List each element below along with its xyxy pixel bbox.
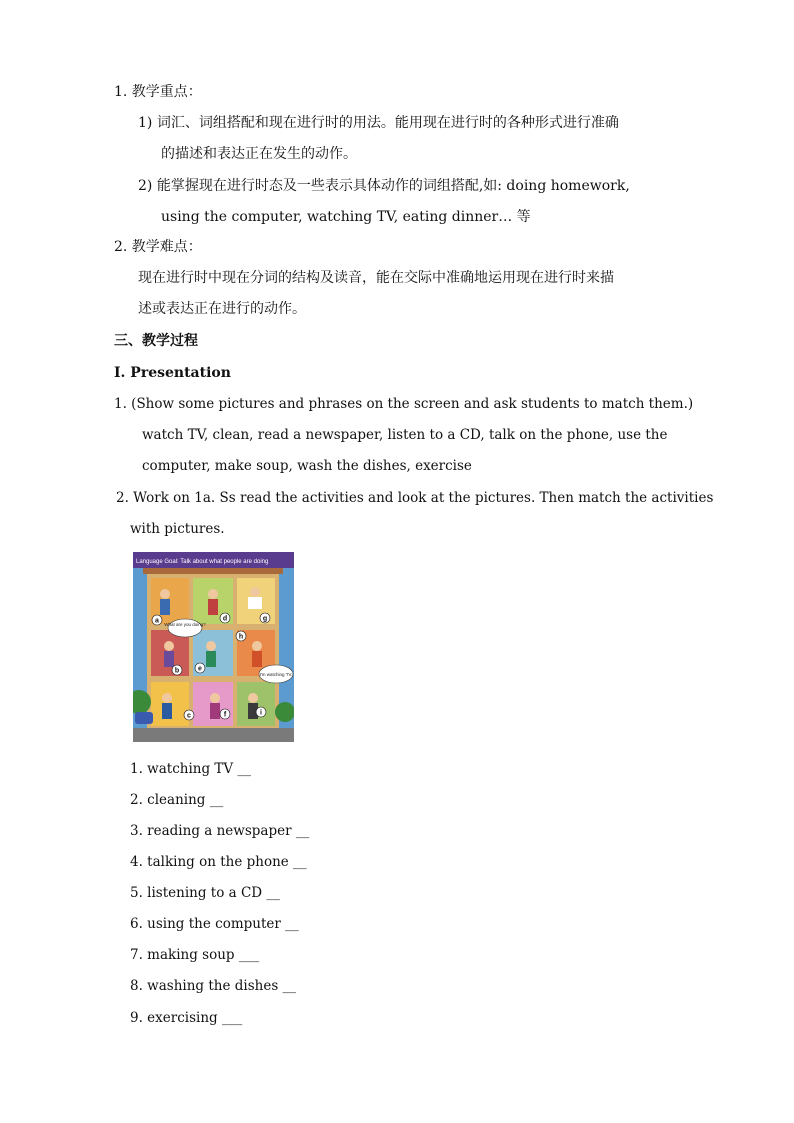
step1-line3: computer, make soup, wash the dishes, exercise: [142, 458, 472, 474]
focus-item1-line1: 1) 词汇、词组搭配和现在进行时的用法。能用现在进行时的各种形式进行准确: [138, 115, 619, 131]
label-b: b: [174, 667, 180, 675]
label-c: c: [187, 712, 191, 720]
building-scene: [133, 552, 294, 742]
activity-item-2: 2. cleaning __: [130, 792, 224, 808]
focus-item2-line1: 2) 能掌握现在进行时态及一些表示具体动作的词组搭配,如: doing homework,: [138, 178, 630, 194]
label-i: i: [260, 709, 262, 717]
step2-line1: 2. Work on 1a. Ss read the activities and look at the pictures. Then match the activities: [116, 490, 714, 506]
activity-item-7: 7. making soup ___: [130, 947, 260, 963]
label-g: g: [262, 615, 268, 623]
speech-bubble-answer: I'm watching TV.: [259, 672, 293, 677]
activity-item-9: 9. exercising ___: [130, 1010, 243, 1026]
difficulty-heading: 2. 教学难点：: [114, 239, 202, 255]
activity-item-4: 4. talking on the phone __: [130, 854, 307, 870]
difficulty-line2: 述或表达正在进行的动作。: [138, 301, 306, 317]
illustration-banner: Language Goal: Talk about what people are doing: [136, 559, 269, 565]
speech-bubble-question: What are you doing?: [164, 622, 206, 627]
label-e: e: [198, 665, 202, 673]
step1-line2: watch TV, clean, read a newspaper, listen to a CD, talk on the phone, use the: [142, 427, 668, 443]
activity-item-5: 5. listening to a CD __: [130, 885, 280, 901]
step1-line1: 1. (Show some pictures and phrases on the screen and ask students to match them.): [114, 396, 694, 412]
label-a: a: [155, 617, 159, 625]
presentation-title: I. Presentation: [114, 365, 231, 381]
focus-heading: 1. 教学重点：: [114, 84, 202, 100]
activity-illustration: [133, 552, 294, 742]
label-h: h: [238, 633, 244, 641]
focus-item2-line2: using the computer, watching TV, eating dinner… 等: [161, 209, 531, 225]
step2-line2: with pictures.: [130, 521, 225, 537]
activity-item-1: 1. watching TV __: [130, 761, 251, 777]
focus-item1-line2: 的描述和表达正在发生的动作。: [161, 146, 357, 162]
label-f: f: [223, 711, 227, 719]
label-d: d: [222, 615, 228, 623]
section-title: 三、教学过程: [114, 333, 198, 349]
activity-item-3: 3. reading a newspaper __: [130, 823, 310, 839]
activity-item-8: 8. washing the dishes __: [130, 978, 297, 994]
difficulty-line1: 现在进行时中现在分词的结构及读音，能在交际中准确地运用现在进行时来描: [138, 270, 614, 286]
activity-item-6: 6. using the computer __: [130, 916, 299, 932]
